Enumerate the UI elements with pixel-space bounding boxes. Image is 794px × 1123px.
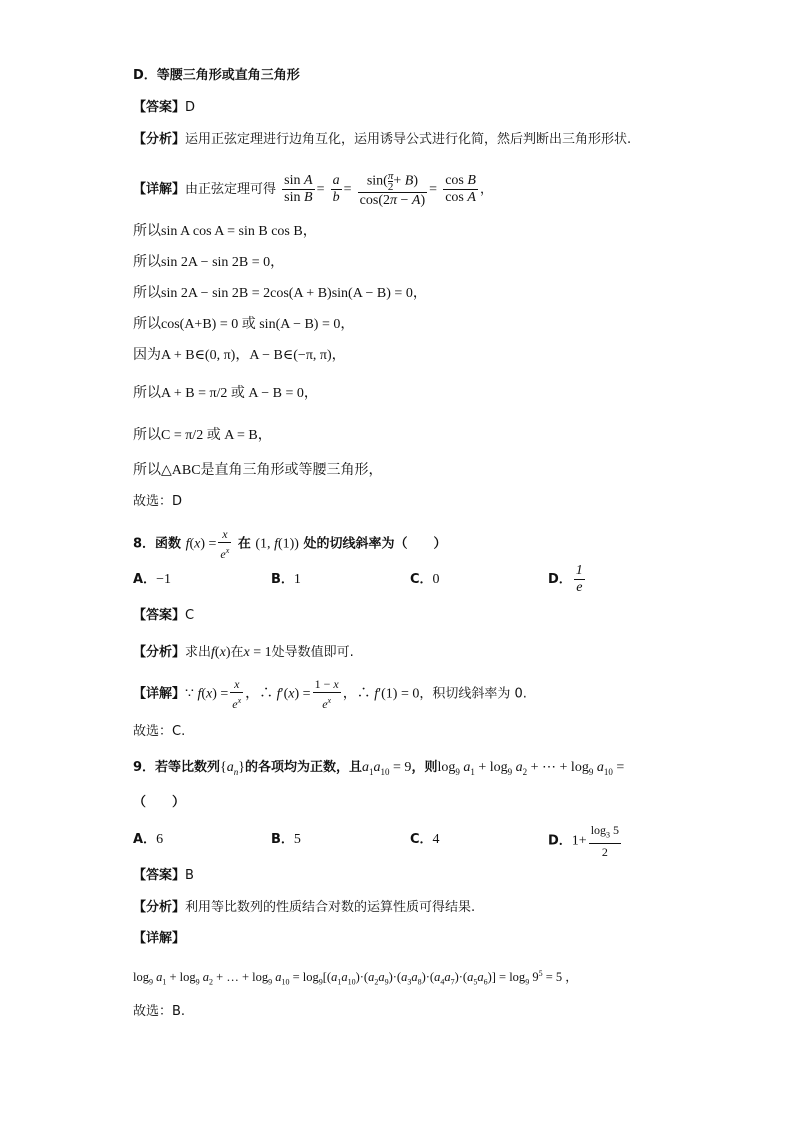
q7-analysis xyxy=(133,130,631,150)
q9-stem-prefix: 9．若等比数列 xyxy=(133,760,221,775)
q9-stem-mid: 的各项均为正数，且 xyxy=(245,760,363,775)
fraction-sin-cos: sin( $\frac{\pi}{2}$ + B) cos(2π − A) xyxy=(359,169,426,208)
answer-value: C xyxy=(185,608,195,623)
analysis-label: 【分析】 xyxy=(133,132,186,147)
q7-conclusion: 故选：D xyxy=(133,494,183,509)
q8-stem-prefix: 8．函数 xyxy=(133,536,182,552)
fraction-sinA-sinB: $\frac{\text{sin A}}{\text{sin B}}$ xyxy=(284,173,313,205)
q9-detail-formula: $\log_9 a_1 + \log_9 a_2$ + … + $\log_9 a_{10} = \log_9[(a_1a_{10})\cdot(a_2a_9)\cdot(a_3a_8)\cdot(a_4a_7)\cdot(a_5a_6)] = \log_9 9^5 = 5$ ， xyxy=(133,969,578,987)
q9-detail-label: 【详解】 xyxy=(133,931,186,946)
fraction-a-b: $\frac{a}{b}$ xyxy=(332,173,340,205)
q9-analysis xyxy=(133,898,475,918)
q8-stem: 8．函数 f(x) = $\frac{x}{e^x}$ 在 (1, f(1)) 处的切线斜率为（ ） xyxy=(133,527,447,561)
answer-label: 【答案】 xyxy=(133,608,186,623)
analysis-text: 利用等比数列的性质结合对数的运算性质可得结果. xyxy=(185,900,476,915)
detail-label: 【详解】 xyxy=(133,686,186,702)
q8-option-d: D． $\frac{1}{e}$ xyxy=(548,563,583,595)
analysis-text: 运用正弦定理进行边角互化，运用诱导公式进行化简，然后判断出三角形形状. xyxy=(185,132,632,147)
q7-step-7: 所以C = π/2 或 A = B， xyxy=(133,428,272,443)
q8-conclusion: 故选：C. xyxy=(133,724,186,739)
q8-stem-mid: 在 xyxy=(237,536,251,552)
q9-conclusion: 故选：B. xyxy=(133,1004,186,1019)
answer-label: 【答案】 xyxy=(133,100,186,115)
q7-answer xyxy=(133,98,195,118)
detail-tail: 积切线斜率为 0. xyxy=(432,686,527,702)
q7-step-8: 所以△ABC是直角三角形或等腰三角形， xyxy=(133,463,383,478)
analysis-label: 【分析】 xyxy=(133,645,186,660)
q7-step-2: 所以sin 2A − sin 2B = 0， xyxy=(133,255,285,270)
q7-option-d: D．等腰三角形或直角三角形 xyxy=(133,68,300,83)
q8-option-c: C．0 xyxy=(410,572,440,587)
q8-option-b: B．1 xyxy=(271,572,301,587)
q9-option-a: A．6 xyxy=(133,832,164,847)
q9-option-b: B．5 xyxy=(271,832,301,847)
q8-option-a: A．−1 xyxy=(133,572,171,587)
answer-label: 【答案】 xyxy=(133,868,186,883)
q9-stem: 9．若等比数列$\{a_n\}$的各项均为正数，且$a_1a_{10} = 9$，则$\log_9 a_1 + \log_9 a_2$ + ⋯ + $\log_9 a_{10}$ = xyxy=(133,760,625,777)
fraction-cosB-cosA: $\frac{\text{cos B}}{\text{cos A}}$ xyxy=(445,173,476,205)
q8-detail: 【详解】∵ f(x) = $\frac{x}{e^x}$ ，∴ f′(x) = $\frac{1 - x}{e^x}$ ，∴ f′(1) = 0，积切线斜率为 0. xyxy=(133,677,527,711)
q7-step-4: 所以cos(A+B) = 0 或 sin(A − B) = 0， xyxy=(133,317,355,332)
answer-value: B xyxy=(185,868,194,883)
analysis-mid: 在 xyxy=(230,645,244,660)
q7-step-1: 所以sin A cos A = sin B cos B， xyxy=(133,224,317,239)
q9-stem-paren: （ ） xyxy=(133,795,186,810)
answer-value: D xyxy=(185,100,196,115)
q7-detail: 【详解】由正弦定理可得 $\frac{\text{sin A}}{\text{sin B}}$ = $\frac{a}{b}$ = sin( $\frac{\pi}{2}$ + B) cos(2π − A) = $\frac{\text{cos B}}{\text{cos A}}$ ， xyxy=(133,169,493,208)
q9-stem-mid2: ，则 xyxy=(411,760,438,775)
q9-option-d: D．1+ $\frac{\log_3 5}{2}$ xyxy=(548,823,620,860)
q7-step-6: 所以A + B = π/2 或 A − B = 0， xyxy=(133,386,318,401)
q8-answer xyxy=(133,606,194,626)
q7-step-3: 所以sin 2A − sin 2B = 2cos(A + B)sin(A − B) = 0， xyxy=(133,286,427,301)
analysis-post: 处导数值即可. xyxy=(271,645,354,660)
detail-intro: 由正弦定理可得 xyxy=(185,182,277,197)
q7-step-5: 因为A + B∈(0, π)，A − B∈(−π, π)， xyxy=(133,348,346,363)
q9-answer xyxy=(133,866,194,886)
q8-analysis: 【分析】求出f(x)在x = 1处导数值即可. xyxy=(133,645,354,660)
analysis-label: 【分析】 xyxy=(133,900,186,915)
q8-stem-suffix: 处的切线斜率为（ ） xyxy=(303,536,447,552)
detail-label: 【详解】 xyxy=(133,182,186,197)
analysis-pre: 求出 xyxy=(185,645,212,660)
fraction-x-ex: $\frac{x}{e^x}$ xyxy=(220,527,230,561)
q9-option-c: C．4 xyxy=(410,832,440,847)
